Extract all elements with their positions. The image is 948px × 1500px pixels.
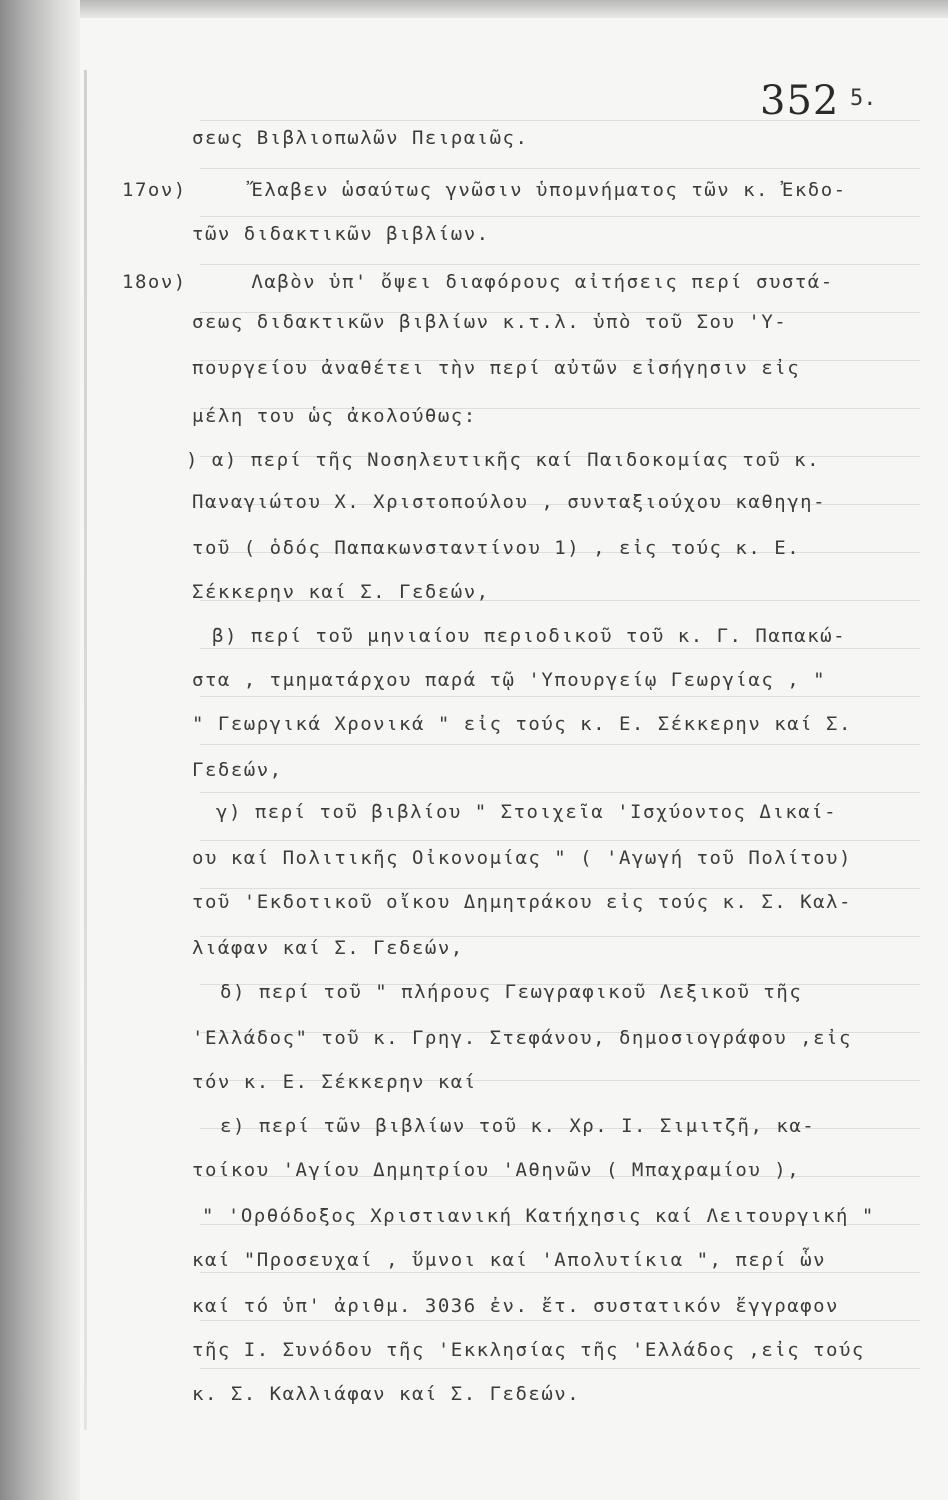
text-line: ε) περί τῶν βιβλίων τοῦ κ. Χρ. Ι. Σιμιτζῆ, κα-: [220, 1115, 816, 1137]
text-line: Παναγιώτου Χ. Χριστοπούλου , συνταξιούχου καθηγη-: [192, 491, 827, 513]
text-line: τῶν διδακτικῶν βιβλίων.: [192, 223, 490, 245]
text-line: " 'Ορθόδοξος Χριστιανική Κατήχησις καί Λειτουργική ": [202, 1205, 875, 1227]
text-line: Σέκκερην καί Σ. Γεδεών,: [192, 581, 490, 603]
text-line: ου καί Πολιτικῆς Οἰκονομίας " ( 'Αγωγή τοῦ Πολίτου): [192, 847, 852, 869]
text-line: τῆς Ι. Συνόδου τῆς 'Εκκλησίας τῆς 'Ελλάδος ,εἰς τούς: [192, 1339, 865, 1361]
text-line: κ. Σ. Καλλιάφαν καί Σ. Γεδεών.: [192, 1383, 581, 1405]
text-line: καί τό ὑπ' ἀριθμ. 3036 ἐν. ἔτ. συστατικόν ἔγγραφον: [192, 1295, 839, 1317]
text-line: 'Ελλάδος" τοῦ κ. Γρηγ. Στεφάνου, δημοσιογράφου ,εἰς: [192, 1027, 852, 1049]
text-line: σεως Βιβλιοπωλῶν Πειραιῶς.: [192, 127, 529, 149]
text-line: Γεδεών,: [192, 759, 283, 781]
text-line: τοῦ 'Εκδοτικοῦ οἴκου Δημητράκου εἰς τούς κ. Σ. Καλ-: [192, 891, 852, 913]
text-line: σεως διδακτικῶν βιβλίων κ.τ.λ. ὑπὸ τοῦ Σου 'Υ-: [192, 311, 788, 333]
text-line: 17ον) Ἔλαβεν ὡσαύτως γνῶσιν ὑπομνήματος τῶν κ. Ἐκδο-: [122, 179, 847, 201]
text-line: καί "Προσευχαί , ὕμνοι καί 'Απολυτίκια ", περί ὧν: [192, 1249, 827, 1271]
text-line: στα , τμηματάρχου παρά τῷ 'Υπουργείῳ Γεωργίας , ": [192, 669, 827, 691]
text-line: ) α) περί τῆς Νοσηλευτικῆς καί Παιδοκομίας τοῦ κ.: [186, 449, 821, 471]
text-line: τόν κ. Ε. Σέκκερην καί: [192, 1071, 477, 1093]
text-line: τοίκου 'Αγίου Δημητρίου 'Αθηνῶν ( Μπαχραμίου ),: [192, 1159, 801, 1181]
text-line: γ) περί τοῦ βιβλίου " Στοιχεῖα 'Ισχύοντος Δικαί-: [216, 801, 838, 823]
handwritten-page-number: 352: [760, 78, 840, 124]
text-line: πουργείου ἀναθέτει τὴν περί αὐτῶν εἰσήγησιν εἰς: [192, 357, 801, 379]
text-line: β) περί τοῦ μηνιαίου περιοδικοῦ τοῦ κ. Γ. Παπακώ-: [212, 625, 847, 647]
text-line: μέλη του ὡς ἀκολούθως:: [192, 405, 477, 427]
text-line: 18ον) Λαβὸν ὑπ' ὄψει διαφόρους αἰτήσεις περί συστά-: [122, 271, 834, 293]
text-line: δ) περί τοῦ " πλήρους Γεωγραφικοῦ Λεξικοῦ τῆς: [220, 981, 803, 1003]
text-line: τοῦ ( ὁδός Παπακωνσταντίνου 1) , εἰς τούς κ. Ε.: [192, 537, 801, 559]
text-line: " Γεωργικά Χρονικά " εἰς τούς κ. Ε. Σέκκερην καί Σ.: [192, 713, 852, 735]
typed-page-number: 5.: [850, 86, 877, 111]
text-line: λιάφαν καί Σ. Γεδεών,: [192, 937, 464, 959]
